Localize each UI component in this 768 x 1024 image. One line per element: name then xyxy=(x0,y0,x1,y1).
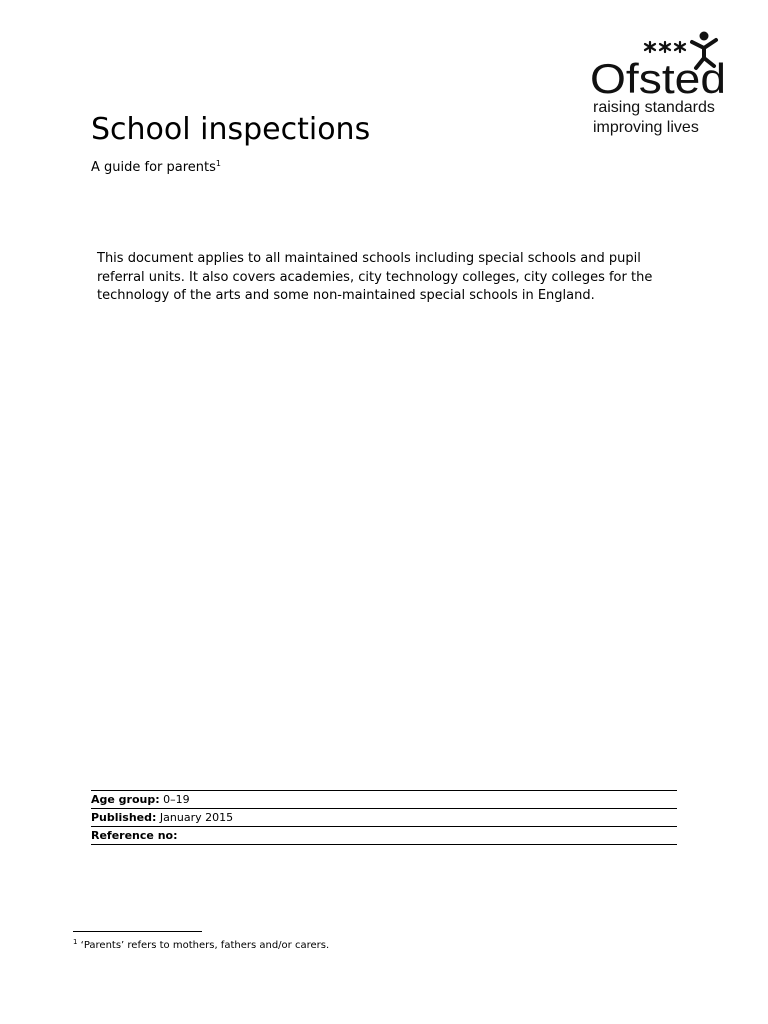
age-group-row xyxy=(91,790,677,808)
reference-row xyxy=(91,826,677,845)
footnote-reference: 1 xyxy=(215,159,221,168)
ofsted-logo-mark xyxy=(588,30,738,100)
logo-tagline-line1: raising standards xyxy=(593,99,715,116)
logo-tagline-line2: improving lives xyxy=(593,119,699,136)
footnote-text: ‘Parents’ refers to mothers, fathers and/or carers. xyxy=(80,940,330,951)
reference-label: Reference no: xyxy=(91,829,178,842)
age-group-value: 0–19 xyxy=(163,793,190,806)
footnote xyxy=(73,939,329,953)
scope-statement: This document applies to all maintained schools including special schools and pupil referral units. It also covers academies, city technology colleges, city colleges for the technology of the arts and some non-maintained special schools in England. xyxy=(97,251,653,303)
published-row xyxy=(91,808,677,826)
document-subtitle xyxy=(91,159,221,177)
footnote-separator xyxy=(73,931,202,932)
published-value: January 2015 xyxy=(159,811,234,824)
document-title: School inspections xyxy=(91,112,371,147)
age-group-label: Age group: xyxy=(91,793,160,806)
document-metadata-table xyxy=(91,790,677,845)
ofsted-logo xyxy=(588,30,738,142)
subtitle-text: A guide for parents xyxy=(91,160,216,175)
published-label: Published: xyxy=(91,811,157,824)
ofsted-wordmark: Ofsted xyxy=(590,55,726,100)
footnote-marker: 1 xyxy=(73,938,78,946)
